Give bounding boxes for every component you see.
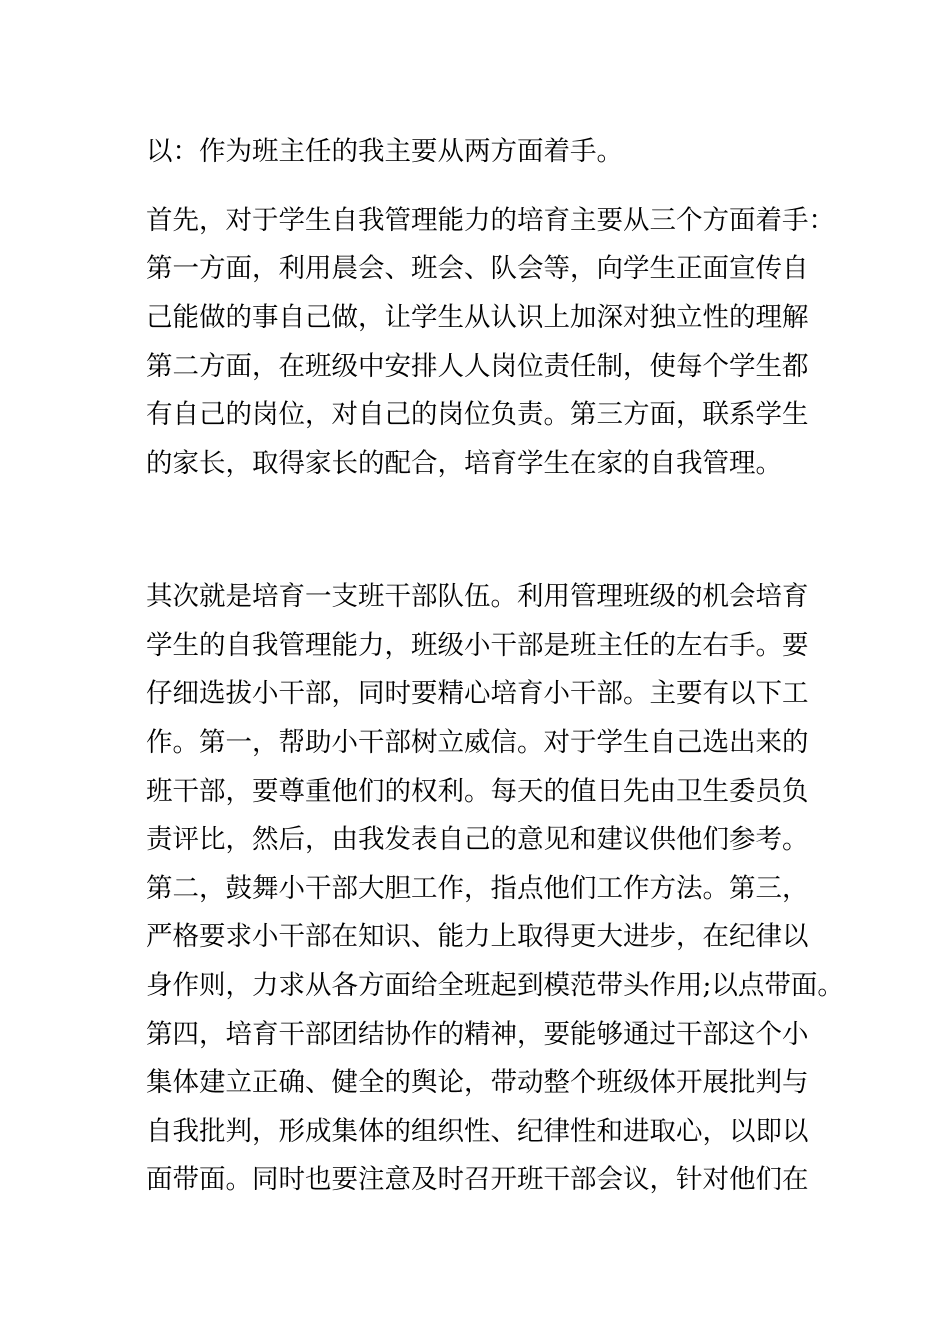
text-line: 第一方面，利用晨会、班会、队会等，向学生正面宣传自 — [146, 253, 809, 284]
text-line: 其次就是培育一支班干部队伍。利用管理班级的机会培育 — [146, 581, 809, 612]
text-line: 以：作为班主任的我主要从两方面着手。 — [146, 136, 623, 167]
text-line: 责评比，然后，由我发表自己的意见和建议供他们参考。 — [146, 824, 809, 855]
text-line: 己能做的事自己做，让学生从认识上加深对独立性的理解 — [146, 302, 809, 333]
text-line: 严格要求小干部在知识、能力上取得更大进步，在纪律以 — [146, 921, 809, 952]
text-line: 面带面。同时也要注意及时召开班干部会议，针对他们在 — [146, 1164, 809, 1195]
text-line: 有自己的岗位，对自己的岗位负责。第三方面，联系学生 — [146, 399, 809, 430]
text-line: 学生的自我管理能力，班级小干部是班主任的左右手。要 — [146, 630, 809, 661]
text-line: 自我批判，形成集体的组织性、纪律性和进取心，以即以 — [146, 1116, 809, 1147]
text-line: 第四，培育干部团结协作的精神，要能够通过干部这个小 — [146, 1019, 809, 1050]
text-line: 班干部，要尊重他们的权利。每天的值日先由卫生委员负 — [146, 776, 809, 807]
text-line: 仔细选拔小干部，同时要精心培育小干部。主要有以下工 — [146, 678, 809, 709]
text-line: 作。第一，帮助小干部树立威信。对于学生自己选出来的 — [146, 727, 809, 758]
text-line: 的家长，取得家长的配合，培育学生在家的自我管理。 — [146, 448, 782, 479]
text-line: 首先，对于学生自我管理能力的培育主要从三个方面着手： — [146, 205, 835, 236]
text-line: 第二方面，在班级中安排人人岗位责任制，使每个学生都 — [146, 351, 809, 382]
text-line: 集体建立正确、健全的舆论，带动整个班级体开展批判与 — [146, 1067, 809, 1098]
text-line: 第二，鼓舞小干部大胆工作，指点他们工作方法。第三， — [146, 873, 809, 904]
text-line: 身作则，力求从各方面给全班起到模范带头作用;以点带面。 — [146, 970, 844, 1001]
